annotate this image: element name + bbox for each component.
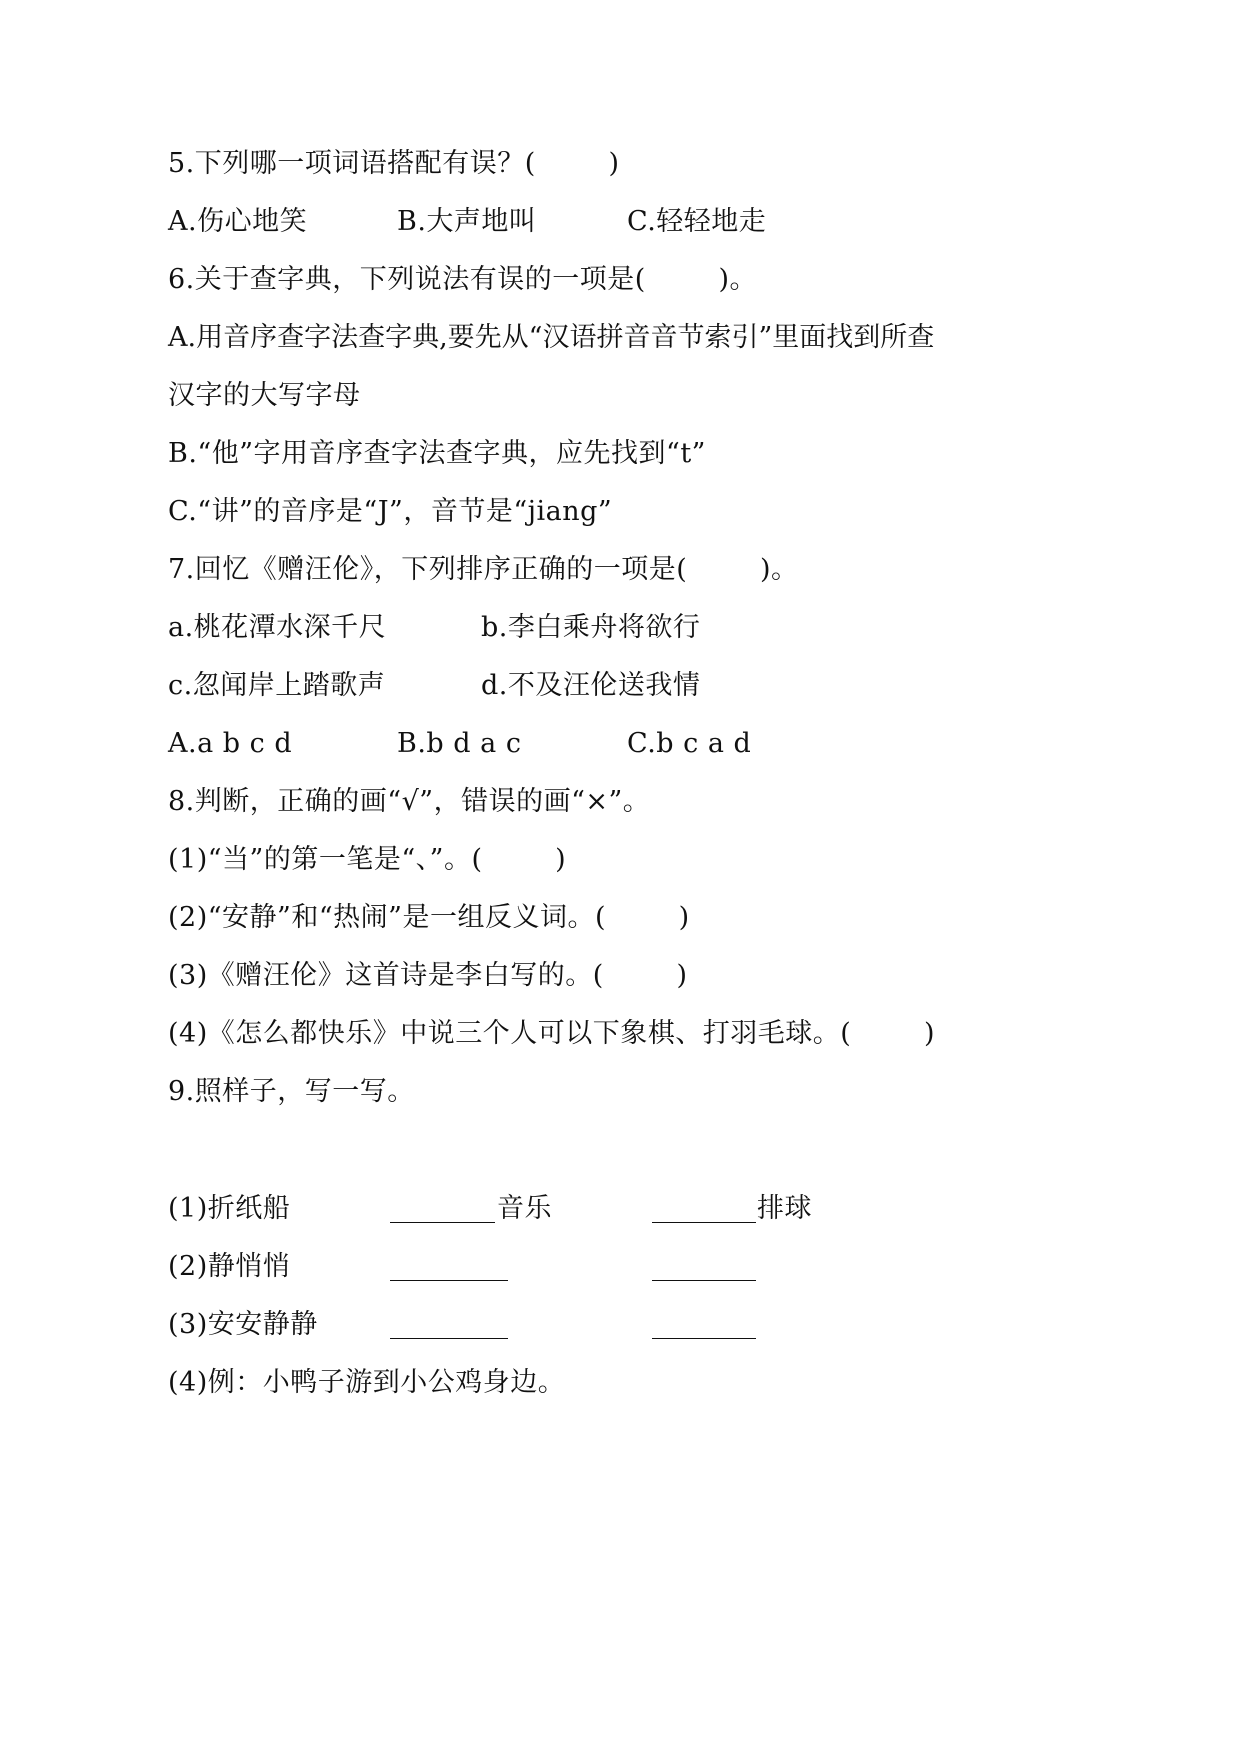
- q9-row1-label: (1)折纸船: [168, 1193, 291, 1224]
- q9-row1-fill2: 排球: [757, 1193, 812, 1224]
- q7-option-a: A.a b c d: [168, 728, 293, 759]
- q8-item-2: (2)“安静”和“热闹”是一组反义词。( ): [168, 902, 690, 933]
- q5-stem: 5.下列哪一项词语搭配有误？( ): [168, 148, 620, 179]
- q9-row3-label: (3)安安静静: [168, 1309, 318, 1340]
- q6-option-b: B.“他”字用音序查字法查字典，应先找到“t”: [168, 438, 706, 469]
- q7-option-b: B.b d a c: [397, 728, 522, 759]
- q9-row2-blank2[interactable]: [652, 1280, 756, 1281]
- q9-row1-blank1[interactable]: [390, 1222, 495, 1223]
- q9-row1-fill1: 音乐: [497, 1193, 552, 1224]
- q8-item-3: (3)《赠汪伦》这首诗是李白写的。( ): [168, 960, 688, 991]
- q7-line-b: b.李白乘舟将欲行: [481, 612, 701, 643]
- q5-option-a: A.伤心地笑: [168, 206, 308, 237]
- q7-stem: 7.回忆《赠汪伦》，下列排序正确的一项是( )。: [168, 554, 799, 585]
- q5-option-c: C.轻轻地走: [627, 206, 767, 237]
- q7-line-a: a.桃花潭水深千尺: [168, 612, 387, 643]
- q7-line-d: d.不及汪伦送我情: [481, 670, 701, 701]
- q8-stem: 8.判断，正确的画“√”，错误的画“×”。: [168, 786, 651, 817]
- q9-row1-blank2[interactable]: [652, 1222, 756, 1223]
- q7-line-c: c.忽闻岸上踏歌声: [168, 670, 386, 701]
- q9-stem: 9.照样子，写一写。: [168, 1076, 415, 1107]
- q9-row2-label: (2)静悄悄: [168, 1251, 291, 1282]
- q9-row3-blank1[interactable]: [390, 1338, 508, 1339]
- q9-row2-blank1[interactable]: [390, 1280, 508, 1281]
- q9-example: (4)例：小鸭子游到小公鸡身边。: [168, 1367, 566, 1398]
- q6-option-a-line2: 汉字的大写字母: [168, 380, 361, 411]
- q8-item-4: (4)《怎么都快乐》中说三个人可以下象棋、打羽毛球。( ): [168, 1018, 935, 1049]
- q5-option-b: B.大声地叫: [397, 206, 537, 237]
- q9-row3-blank2[interactable]: [652, 1338, 756, 1339]
- q7-option-c: C.b c a d: [627, 728, 752, 759]
- q8-item-1: (1)“当”的第一笔是“、”。( ): [168, 844, 567, 875]
- q6-stem: 6.关于查字典，下列说法有误的一项是( )。: [168, 264, 757, 295]
- q6-option-a-line1: A.用音序查字法查字典,要先从“汉语拼音音节索引”里面找到所查: [168, 322, 935, 353]
- q6-option-c: C.“讲”的音序是“J”，音节是“jiang”: [168, 496, 613, 527]
